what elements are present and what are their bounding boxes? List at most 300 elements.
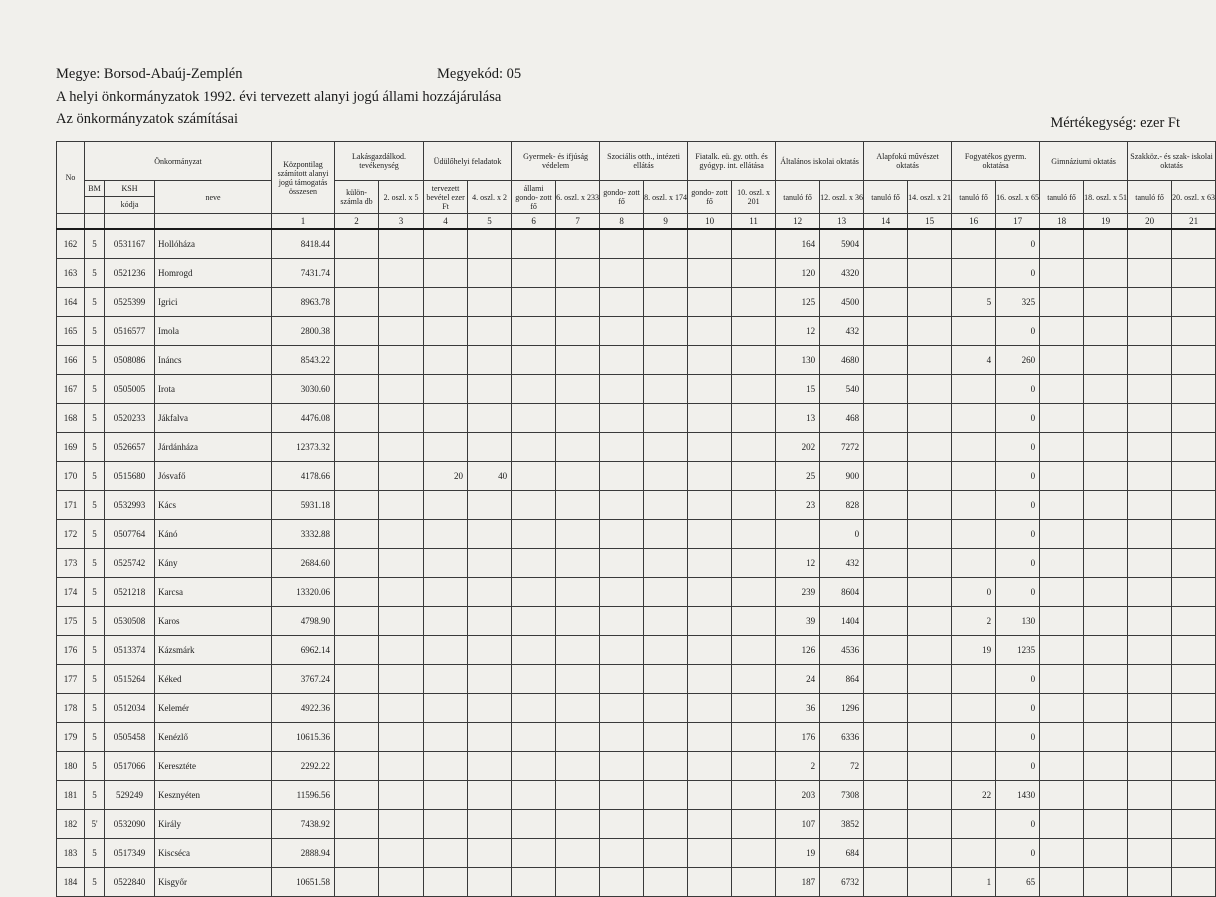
data-cell bbox=[1040, 839, 1084, 868]
data-cell bbox=[644, 317, 688, 346]
data-cell bbox=[1128, 752, 1172, 781]
bm-code-cell: 5 bbox=[85, 259, 105, 288]
data-cell bbox=[424, 549, 468, 578]
bm-code-cell: 5 bbox=[85, 375, 105, 404]
bm-code-cell: 5 bbox=[85, 520, 105, 549]
data-cell: 5904 bbox=[820, 229, 864, 259]
sub-header: 2. oszl. x 5 bbox=[379, 181, 424, 214]
data-cell bbox=[1172, 752, 1216, 781]
ksh-code-cell: 0532090 bbox=[105, 810, 155, 839]
table-body bbox=[57, 229, 1216, 897]
data-cell bbox=[468, 288, 512, 317]
col-onkormanyzat-header: Önkormányzat bbox=[85, 142, 272, 181]
data-cell bbox=[688, 317, 732, 346]
data-cell bbox=[1084, 578, 1128, 607]
data-cell bbox=[1040, 868, 1084, 897]
data-cell bbox=[1040, 259, 1084, 288]
data-cell bbox=[908, 404, 952, 433]
total-support-cell: 2292.22 bbox=[272, 752, 335, 781]
data-cell bbox=[424, 317, 468, 346]
data-cell bbox=[556, 404, 600, 433]
bm-code-cell: 5 bbox=[85, 694, 105, 723]
data-cell: 7272 bbox=[820, 433, 864, 462]
row-number-cell: 169 bbox=[57, 433, 85, 462]
data-cell bbox=[644, 810, 688, 839]
data-cell bbox=[379, 404, 424, 433]
bm-code-cell: 5 bbox=[85, 433, 105, 462]
sub-header: tanuló fő bbox=[952, 181, 996, 214]
data-cell bbox=[600, 229, 644, 259]
data-cell bbox=[1172, 578, 1216, 607]
data-cell bbox=[600, 694, 644, 723]
bm-code-cell: 5 bbox=[85, 636, 105, 665]
data-cell: 432 bbox=[820, 317, 864, 346]
data-cell bbox=[600, 549, 644, 578]
group-header: Gyermek- és ifjúság védelem bbox=[512, 142, 600, 181]
data-cell: 325 bbox=[996, 288, 1040, 317]
total-support-cell: 2888.94 bbox=[272, 839, 335, 868]
data-cell bbox=[468, 694, 512, 723]
data-cell bbox=[688, 723, 732, 752]
bm-code-cell: 5 bbox=[85, 404, 105, 433]
data-cell: 20 bbox=[424, 462, 468, 491]
data-cell bbox=[335, 839, 379, 868]
data-cell bbox=[644, 491, 688, 520]
row-number-cell: 180 bbox=[57, 752, 85, 781]
data-cell bbox=[556, 665, 600, 694]
municipality-name-cell: Jósvafő bbox=[155, 462, 272, 491]
data-cell bbox=[644, 404, 688, 433]
data-cell bbox=[468, 752, 512, 781]
data-cell: 8604 bbox=[820, 578, 864, 607]
data-cell bbox=[864, 781, 908, 810]
data-cell bbox=[1128, 665, 1172, 694]
data-cell: 65 bbox=[996, 868, 1040, 897]
col-neve-header: neve bbox=[155, 181, 272, 214]
data-cell bbox=[1128, 346, 1172, 375]
municipality-name-cell: Karcsa bbox=[155, 578, 272, 607]
data-cell bbox=[335, 462, 379, 491]
ksh-code-cell: 529249 bbox=[105, 781, 155, 810]
data-cell bbox=[556, 607, 600, 636]
data-cell bbox=[512, 868, 556, 897]
data-cell bbox=[732, 491, 776, 520]
data-cell bbox=[688, 781, 732, 810]
data-cell bbox=[1172, 549, 1216, 578]
row-number-cell: 168 bbox=[57, 404, 85, 433]
data-cell bbox=[1172, 433, 1216, 462]
ksh-code-cell: 0525742 bbox=[105, 549, 155, 578]
data-cell bbox=[1128, 317, 1172, 346]
bm-code-cell: 5 bbox=[85, 549, 105, 578]
data-cell bbox=[468, 868, 512, 897]
column-number: 20 bbox=[1128, 214, 1172, 230]
data-cell bbox=[335, 723, 379, 752]
ksh-code-cell: 0526657 bbox=[105, 433, 155, 462]
data-cell bbox=[1128, 810, 1172, 839]
data-cell bbox=[379, 607, 424, 636]
sub-header: állami gondo- zott fő bbox=[512, 181, 556, 214]
data-cell bbox=[688, 694, 732, 723]
data-cell bbox=[424, 665, 468, 694]
total-support-cell: 7438.92 bbox=[272, 810, 335, 839]
sub-header: tervezett bevétel ezer Ft bbox=[424, 181, 468, 214]
ksh-code-cell: 0515264 bbox=[105, 665, 155, 694]
data-cell bbox=[908, 346, 952, 375]
data-cell bbox=[688, 839, 732, 868]
row-number-cell: 181 bbox=[57, 781, 85, 810]
table-row bbox=[57, 346, 1216, 375]
bm-code-cell: 5 bbox=[85, 781, 105, 810]
table-row bbox=[57, 259, 1216, 288]
ksh-code-cell: 0517066 bbox=[105, 752, 155, 781]
data-cell: 0 bbox=[996, 752, 1040, 781]
column-number: 7 bbox=[556, 214, 600, 230]
data-cell bbox=[644, 636, 688, 665]
bm-code-cell: 5 bbox=[85, 868, 105, 897]
total-support-cell: 4798.90 bbox=[272, 607, 335, 636]
data-cell bbox=[600, 375, 644, 404]
ksh-code-cell: 0520233 bbox=[105, 404, 155, 433]
column-number: 12 bbox=[776, 214, 820, 230]
document-subtitle: Az önkormányzatok számításai bbox=[56, 111, 238, 127]
table-row bbox=[57, 607, 1216, 636]
data-cell bbox=[468, 491, 512, 520]
data-cell bbox=[864, 288, 908, 317]
data-cell bbox=[644, 578, 688, 607]
data-cell bbox=[1040, 288, 1084, 317]
data-cell bbox=[1084, 433, 1128, 462]
data-cell bbox=[512, 781, 556, 810]
data-cell bbox=[335, 317, 379, 346]
data-cell: 2 bbox=[776, 752, 820, 781]
data-cell bbox=[864, 491, 908, 520]
data-cell bbox=[1040, 346, 1084, 375]
data-cell: 6732 bbox=[820, 868, 864, 897]
data-cell bbox=[732, 810, 776, 839]
data-cell bbox=[424, 404, 468, 433]
data-cell bbox=[1040, 607, 1084, 636]
data-cell bbox=[468, 317, 512, 346]
sub-header: gondo- zott fő bbox=[688, 181, 732, 214]
data-cell bbox=[1040, 636, 1084, 665]
data-cell bbox=[1128, 694, 1172, 723]
data-cell bbox=[908, 549, 952, 578]
total-support-cell: 8418.44 bbox=[272, 229, 335, 259]
data-cell: 164 bbox=[776, 229, 820, 259]
data-cell bbox=[908, 462, 952, 491]
data-cell bbox=[600, 520, 644, 549]
data-cell bbox=[1084, 549, 1128, 578]
data-cell bbox=[732, 781, 776, 810]
data-cell bbox=[1084, 723, 1128, 752]
data-cell bbox=[600, 636, 644, 665]
group-header: Szakköz.- és szak- iskolai oktatás bbox=[1128, 142, 1216, 181]
table-row bbox=[57, 781, 1216, 810]
data-cell: 4320 bbox=[820, 259, 864, 288]
table-row bbox=[57, 375, 1216, 404]
data-cell bbox=[864, 839, 908, 868]
data-cell: 72 bbox=[820, 752, 864, 781]
data-cell bbox=[379, 781, 424, 810]
ksh-code-cell: 0532993 bbox=[105, 491, 155, 520]
table-row bbox=[57, 549, 1216, 578]
data-cell: 5 bbox=[952, 288, 996, 317]
data-cell bbox=[335, 665, 379, 694]
column-number: 5 bbox=[468, 214, 512, 230]
data-cell bbox=[864, 752, 908, 781]
row-number-cell: 183 bbox=[57, 839, 85, 868]
data-cell bbox=[688, 346, 732, 375]
ksh-code-cell: 0531167 bbox=[105, 229, 155, 259]
data-cell bbox=[1128, 462, 1172, 491]
data-cell: 1430 bbox=[996, 781, 1040, 810]
data-cell bbox=[952, 752, 996, 781]
data-cell: 25 bbox=[776, 462, 820, 491]
data-cell bbox=[732, 462, 776, 491]
data-cell bbox=[908, 229, 952, 259]
data-cell bbox=[1128, 288, 1172, 317]
data-cell bbox=[1084, 491, 1128, 520]
data-cell bbox=[952, 375, 996, 404]
data-cell bbox=[688, 462, 732, 491]
data-cell bbox=[688, 520, 732, 549]
ksh-code-cell: 0512034 bbox=[105, 694, 155, 723]
data-cell bbox=[600, 288, 644, 317]
data-cell bbox=[468, 810, 512, 839]
data-cell bbox=[1128, 723, 1172, 752]
data-cell bbox=[424, 636, 468, 665]
total-support-cell: 3767.24 bbox=[272, 665, 335, 694]
data-cell: 40 bbox=[468, 462, 512, 491]
data-cell bbox=[512, 229, 556, 259]
total-support-cell: 3332.88 bbox=[272, 520, 335, 549]
data-cell bbox=[1128, 433, 1172, 462]
column-number: 21 bbox=[1172, 214, 1216, 230]
total-support-cell: 4178.66 bbox=[272, 462, 335, 491]
data-cell bbox=[424, 229, 468, 259]
data-cell bbox=[379, 288, 424, 317]
data-cell bbox=[1172, 491, 1216, 520]
data-cell: 130 bbox=[776, 346, 820, 375]
data-cell: 0 bbox=[996, 259, 1040, 288]
ksh-code-cell: 0521218 bbox=[105, 578, 155, 607]
data-cell bbox=[952, 491, 996, 520]
data-cell bbox=[600, 607, 644, 636]
data-cell bbox=[644, 723, 688, 752]
bm-code-cell: 5 bbox=[85, 229, 105, 259]
municipality-name-cell: Kács bbox=[155, 491, 272, 520]
data-cell bbox=[1040, 723, 1084, 752]
data-cell bbox=[600, 665, 644, 694]
sub-header: 14. oszl. x 21 bbox=[908, 181, 952, 214]
data-cell bbox=[424, 578, 468, 607]
total-support-cell: 6962.14 bbox=[272, 636, 335, 665]
data-cell: 126 bbox=[776, 636, 820, 665]
data-cell: 0 bbox=[996, 404, 1040, 433]
table-row bbox=[57, 723, 1216, 752]
data-cell bbox=[379, 462, 424, 491]
data-cell: 260 bbox=[996, 346, 1040, 375]
municipality-name-cell: Irota bbox=[155, 375, 272, 404]
data-cell bbox=[1172, 317, 1216, 346]
data-cell bbox=[732, 375, 776, 404]
data-cell bbox=[556, 752, 600, 781]
data-cell bbox=[512, 694, 556, 723]
data-cell bbox=[556, 433, 600, 462]
bm-code-cell: 5 bbox=[85, 607, 105, 636]
table-row bbox=[57, 839, 1216, 868]
data-cell bbox=[1084, 694, 1128, 723]
data-cell bbox=[468, 578, 512, 607]
data-cell bbox=[908, 375, 952, 404]
data-cell bbox=[600, 752, 644, 781]
data-cell bbox=[335, 752, 379, 781]
number-cell bbox=[155, 214, 272, 230]
data-cell: 4 bbox=[952, 346, 996, 375]
data-cell bbox=[1172, 868, 1216, 897]
data-cell bbox=[1040, 462, 1084, 491]
data-cell bbox=[1040, 317, 1084, 346]
data-cell: 36 bbox=[776, 694, 820, 723]
data-cell bbox=[424, 723, 468, 752]
data-cell bbox=[335, 404, 379, 433]
data-cell: 7308 bbox=[820, 781, 864, 810]
data-cell bbox=[335, 375, 379, 404]
data-cell bbox=[1128, 259, 1172, 288]
data-cell bbox=[379, 578, 424, 607]
data-cell bbox=[512, 810, 556, 839]
data-cell bbox=[1128, 491, 1172, 520]
bm-code-cell: 5 bbox=[85, 288, 105, 317]
data-cell bbox=[908, 491, 952, 520]
column-number: 11 bbox=[732, 214, 776, 230]
data-cell bbox=[952, 404, 996, 433]
data-cell bbox=[1084, 288, 1128, 317]
sub-header: tanuló fő bbox=[1040, 181, 1084, 214]
data-cell: 39 bbox=[776, 607, 820, 636]
table-row bbox=[57, 665, 1216, 694]
data-cell: 684 bbox=[820, 839, 864, 868]
data-cell: 125 bbox=[776, 288, 820, 317]
data-cell: 203 bbox=[776, 781, 820, 810]
group-header: Fiatalk. eü. gy. otth. és gyógyp. int. ellátása bbox=[688, 142, 776, 181]
data-cell bbox=[468, 433, 512, 462]
data-cell: 0 bbox=[996, 229, 1040, 259]
row-number-cell: 170 bbox=[57, 462, 85, 491]
data-cell bbox=[468, 375, 512, 404]
data-cell bbox=[732, 404, 776, 433]
data-cell bbox=[379, 317, 424, 346]
total-support-cell: 10615.36 bbox=[272, 723, 335, 752]
data-cell bbox=[512, 839, 556, 868]
data-cell bbox=[688, 288, 732, 317]
column-number: 2 bbox=[335, 214, 379, 230]
table-row bbox=[57, 317, 1216, 346]
column-number: 13 bbox=[820, 214, 864, 230]
data-cell bbox=[688, 578, 732, 607]
data-cell bbox=[864, 259, 908, 288]
data-cell bbox=[952, 694, 996, 723]
data-cell bbox=[1040, 781, 1084, 810]
municipality-name-cell: Karos bbox=[155, 607, 272, 636]
document-title: A helyi önkormányzatok 1992. évi tervezett alanyi jogú állami hozzájárulása bbox=[56, 89, 502, 105]
data-cell bbox=[556, 578, 600, 607]
data-cell bbox=[379, 346, 424, 375]
sub-header: 10. oszl. x 201 bbox=[732, 181, 776, 214]
data-cell bbox=[424, 839, 468, 868]
data-cell bbox=[1172, 781, 1216, 810]
data-cell bbox=[908, 288, 952, 317]
data-cell bbox=[600, 346, 644, 375]
data-cell bbox=[864, 868, 908, 897]
row-number-cell: 175 bbox=[57, 607, 85, 636]
data-cell bbox=[512, 752, 556, 781]
data-cell bbox=[1172, 636, 1216, 665]
data-cell bbox=[732, 229, 776, 259]
data-cell bbox=[952, 839, 996, 868]
data-cell bbox=[644, 288, 688, 317]
total-support-cell: 4922.36 bbox=[272, 694, 335, 723]
data-cell bbox=[1172, 462, 1216, 491]
data-cell bbox=[468, 520, 512, 549]
data-cell bbox=[1084, 375, 1128, 404]
municipality-name-cell: Kány bbox=[155, 549, 272, 578]
row-number-cell: 166 bbox=[57, 346, 85, 375]
data-cell bbox=[1128, 839, 1172, 868]
table-head bbox=[57, 142, 1216, 230]
table-row bbox=[57, 288, 1216, 317]
data-cell bbox=[908, 259, 952, 288]
row-number-cell: 173 bbox=[57, 549, 85, 578]
data-cell bbox=[512, 578, 556, 607]
table-row bbox=[57, 520, 1216, 549]
data-cell bbox=[688, 433, 732, 462]
data-cell bbox=[688, 868, 732, 897]
data-cell bbox=[1040, 433, 1084, 462]
data-table bbox=[56, 141, 1216, 897]
row-number-cell: 184 bbox=[57, 868, 85, 897]
row-number-cell: 164 bbox=[57, 288, 85, 317]
data-cell bbox=[908, 578, 952, 607]
table-row bbox=[57, 491, 1216, 520]
data-cell bbox=[952, 723, 996, 752]
data-cell bbox=[1040, 520, 1084, 549]
data-cell: 1404 bbox=[820, 607, 864, 636]
municipality-name-cell: Kánó bbox=[155, 520, 272, 549]
data-cell bbox=[1084, 346, 1128, 375]
data-cell: 0 bbox=[996, 375, 1040, 404]
data-cell bbox=[556, 636, 600, 665]
data-cell: 4500 bbox=[820, 288, 864, 317]
data-cell bbox=[644, 665, 688, 694]
col-bm-header bbox=[85, 181, 105, 214]
data-cell bbox=[335, 491, 379, 520]
sub-header: külön- számla db bbox=[335, 181, 379, 214]
data-cell bbox=[952, 317, 996, 346]
ksh-code-cell: 0508086 bbox=[105, 346, 155, 375]
data-cell bbox=[1172, 810, 1216, 839]
data-cell bbox=[908, 665, 952, 694]
municipality-name-cell: Kiscséca bbox=[155, 839, 272, 868]
data-cell bbox=[556, 520, 600, 549]
data-cell bbox=[864, 404, 908, 433]
data-cell bbox=[468, 259, 512, 288]
bm-label: BM bbox=[85, 181, 104, 197]
data-cell bbox=[512, 549, 556, 578]
ksh-code-cell: 0530508 bbox=[105, 607, 155, 636]
column-number: 14 bbox=[864, 214, 908, 230]
